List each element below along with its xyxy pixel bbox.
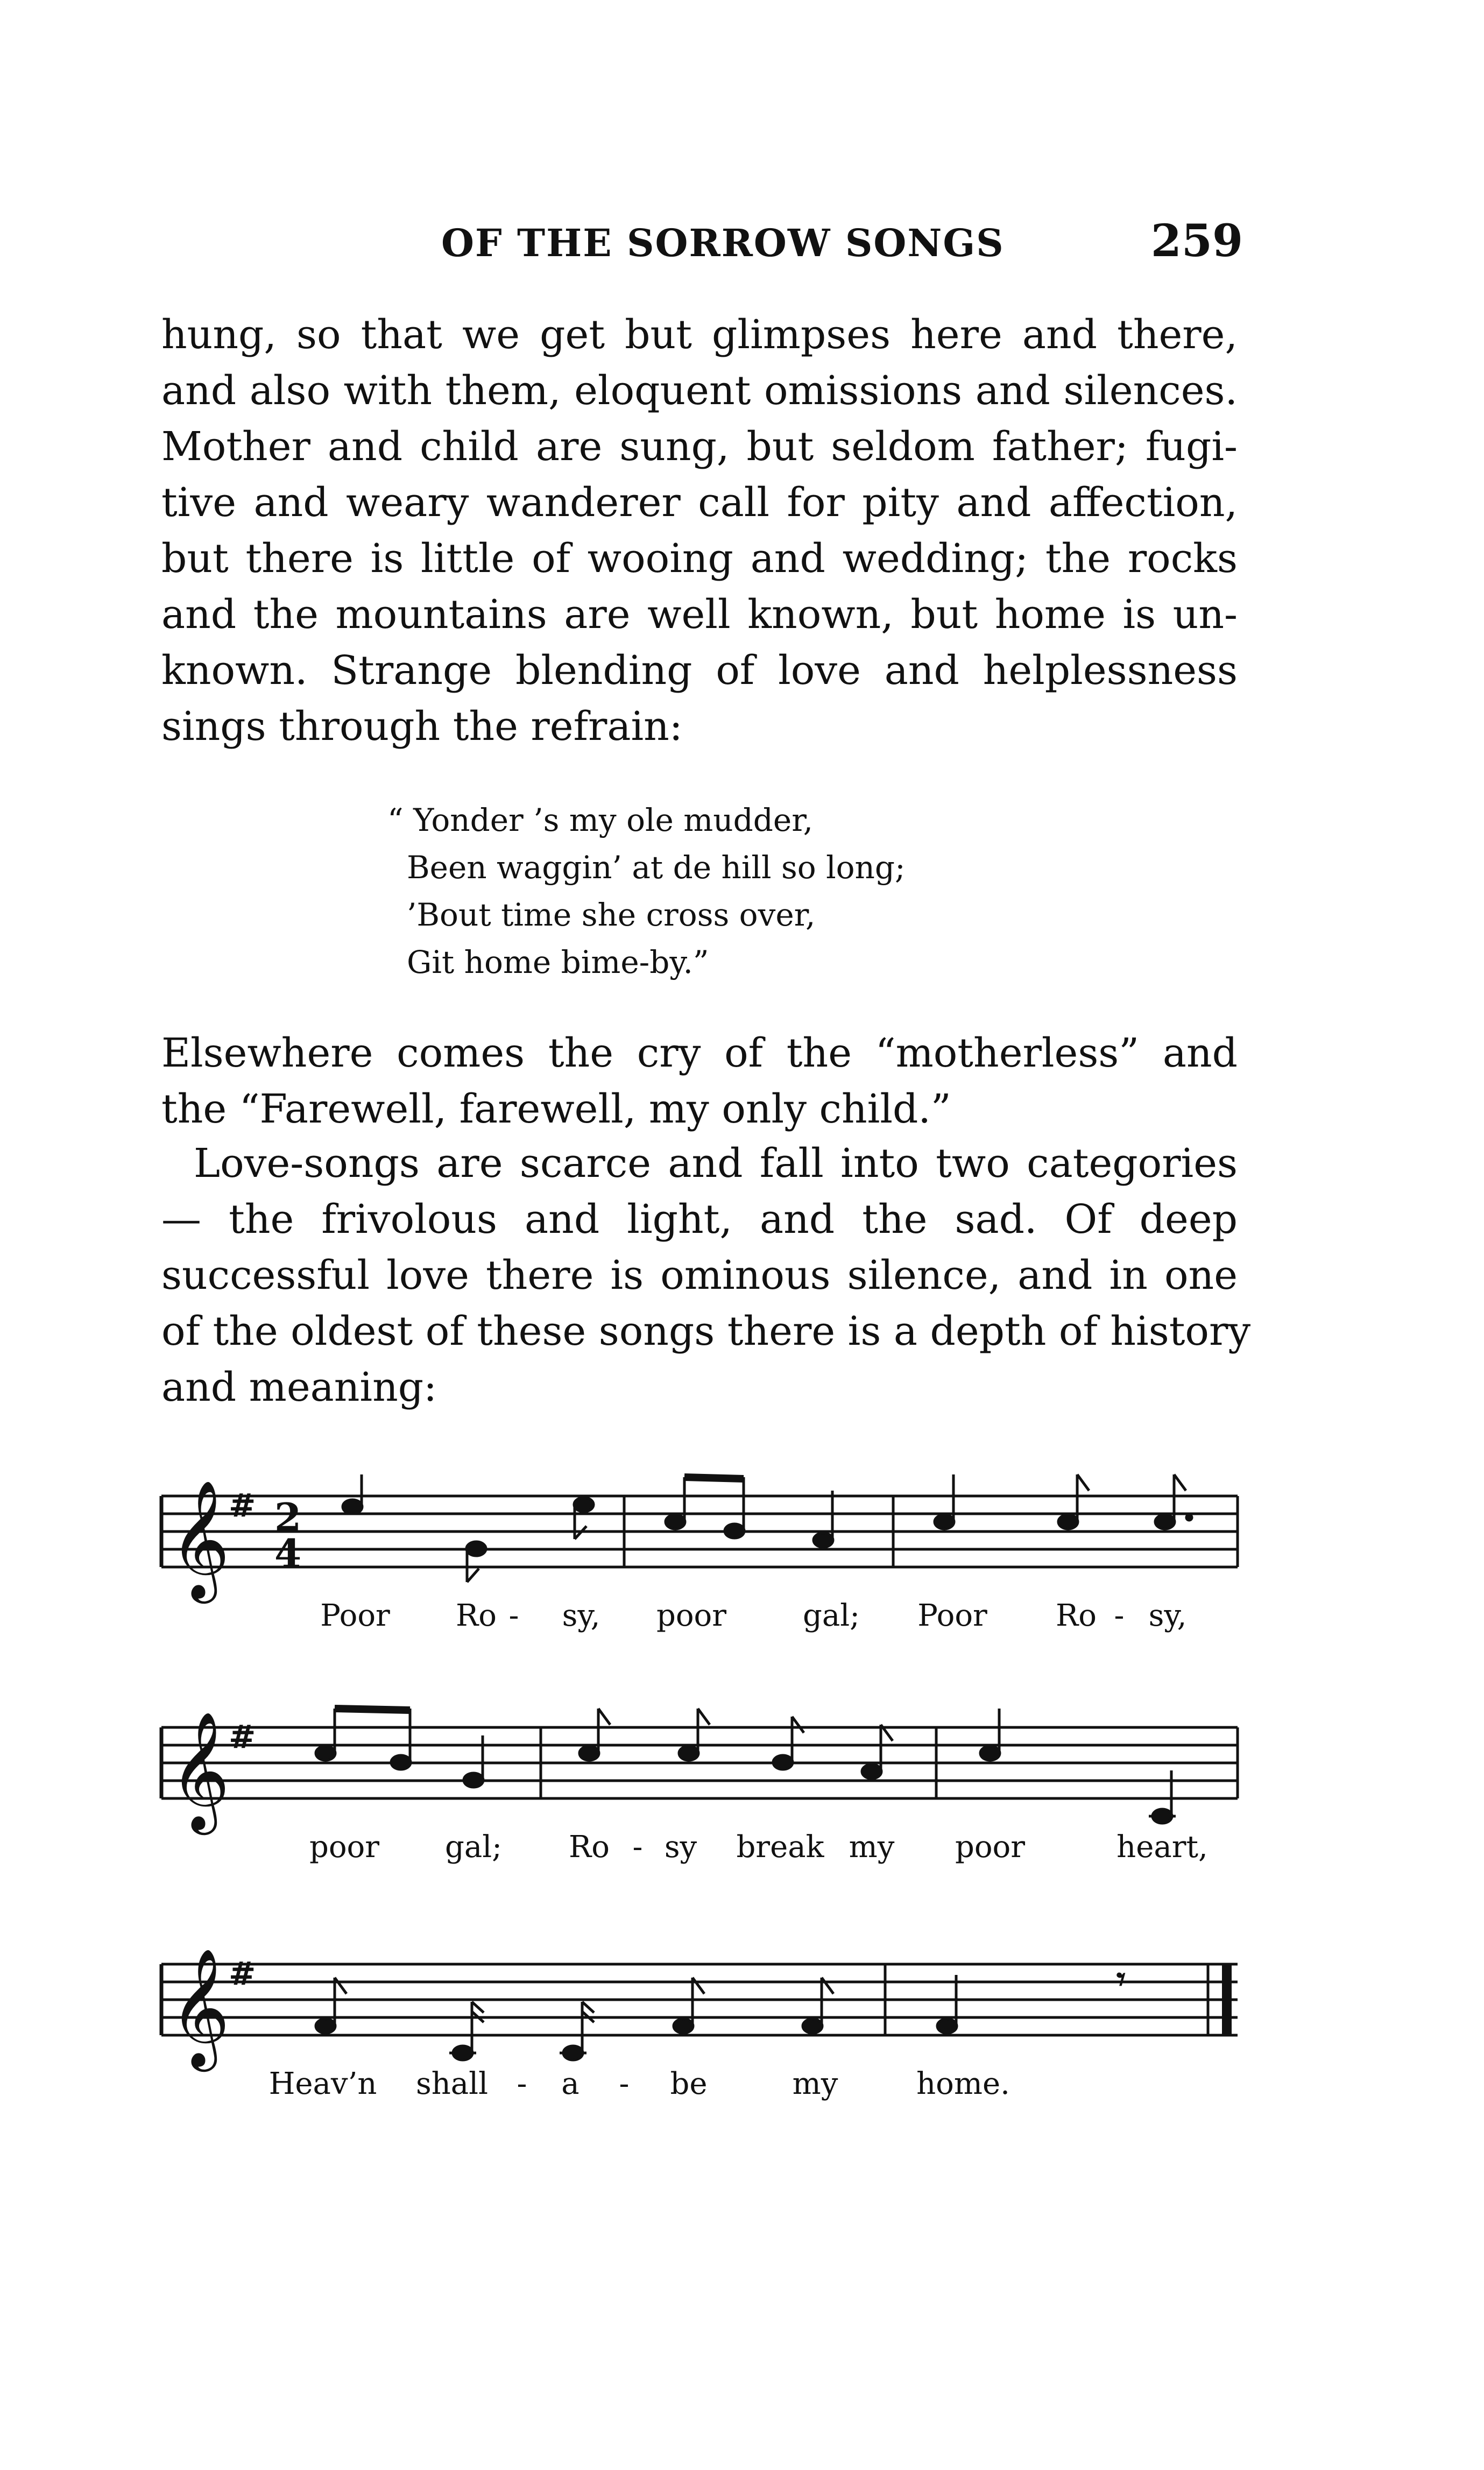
verse-line: “ Yonder ’s my ole mudder, (387, 802, 814, 838)
lyric-syllable: Ro (569, 1830, 610, 1865)
text-line: and also with them, eloquent omissions and silences. (161, 368, 1238, 414)
lyric-syllable: - (632, 1830, 643, 1865)
text-line: the “Farewell, farewell, my only child.” (161, 1086, 951, 1132)
svg-text:#: # (229, 1955, 256, 1993)
lyric-syllable: my (849, 1830, 895, 1865)
text-line: Elsewhere comes the cry of the “motherless” and (161, 1030, 1238, 1076)
verse-quote (387, 796, 906, 986)
svg-text:𝄞: 𝄞 (169, 1947, 230, 2066)
lyric-syllable: sy (664, 1830, 697, 1865)
staff-1-notation (0, 1453, 1484, 1614)
paragraph-1 (161, 307, 1238, 754)
lyric-syllable: heart, (1116, 1830, 1208, 1865)
verse-line: Git home bime-by.” (407, 944, 709, 980)
svg-text:𝄞: 𝄞 (169, 1479, 230, 1598)
lyric-syllable: poor (656, 1598, 727, 1633)
music-staff-2 (0, 1684, 1484, 1910)
text-line: — the frivolous and light, and the sad. Of deep (161, 1196, 1238, 1243)
text-line: successful love there is ominous silence, and in one (161, 1252, 1238, 1298)
lyric-syllable: my (792, 2066, 838, 2101)
lyric-syllable: Heav’n (268, 2066, 377, 2101)
lyric-syllable: gal; (802, 1598, 860, 1633)
text-line: Mother and child are sung, but seldom father; fugi- (161, 424, 1238, 470)
page-number: 259 (1150, 215, 1243, 267)
staff-2-notation (0, 1684, 1484, 1846)
lyric-syllable: home. (916, 2066, 1010, 2101)
lyric-syllable: - (1114, 1598, 1125, 1633)
svg-text:𝄾: 𝄾 (1116, 1959, 1126, 2000)
lyric-syllable: sy, (562, 1598, 600, 1633)
music-staff-3 (0, 1921, 1484, 2147)
svg-text:𝄞: 𝄞 (169, 1711, 230, 1830)
lyric-syllable: Ro (1056, 1598, 1097, 1633)
svg-text:4: 4 (274, 1530, 302, 1576)
lyric-syllable: sy, (1148, 1598, 1187, 1633)
text-line: known. Strange blending of love and helplessness (161, 647, 1238, 694)
lyric-syllable: be (670, 2066, 708, 2101)
lyric-syllable: Poor (917, 1598, 987, 1633)
svg-text:2: 2 (274, 1494, 302, 1540)
paragraph-3 (161, 1135, 1251, 1415)
svg-text:#: # (229, 1718, 256, 1756)
lyric-syllable: gal; (444, 1830, 503, 1865)
verse-line: ’Bout time she cross over, (407, 897, 816, 933)
paragraph-2 (161, 1025, 1238, 1137)
lyric-syllable: - (517, 2066, 527, 2101)
text-line: of the oldest of these songs there is a depth of history (161, 1308, 1251, 1354)
verse-line: Been waggin’ at de hill so long; (407, 849, 906, 886)
lyric-syllable: - (508, 1598, 519, 1633)
lyric-syllable: a (561, 2066, 580, 2101)
lyric-syllable: shall (415, 2066, 489, 2101)
text-line: but there is little of wooing and wedding; the rocks (161, 535, 1238, 582)
text-line: sings through the refrain: (161, 703, 683, 750)
lyric-syllable: poor (955, 1830, 1026, 1865)
staff-3-notation (0, 1921, 1484, 2083)
treble-clef-icon (169, 1947, 230, 2072)
svg-text:#: # (229, 1487, 256, 1525)
lyric-syllable: Ro (456, 1598, 497, 1633)
text-line: tive and weary wanderer call for pity and affection, (161, 479, 1238, 526)
lyric-syllable: poor (309, 1830, 380, 1865)
rest-icon (1116, 1959, 1126, 2000)
music-staff-1 (0, 1453, 1484, 1679)
lyric-syllable: - (619, 2066, 630, 2101)
text-line: Love-songs are scarce and fall into two categories (194, 1140, 1238, 1187)
text-line: and the mountains are well known, but home is un- (161, 591, 1238, 638)
text-line: and meaning: (161, 1364, 437, 1410)
lyric-syllable: Poor (320, 1598, 390, 1633)
lyric-syllable: break (736, 1830, 824, 1865)
treble-clef-icon (169, 1711, 230, 1835)
running-title: OF THE SORROW SONGS (441, 221, 1005, 265)
page-header (161, 215, 1243, 280)
text-line: hung, so that we get but glimpses here and there, (161, 312, 1238, 358)
treble-clef-icon (169, 1479, 230, 1604)
